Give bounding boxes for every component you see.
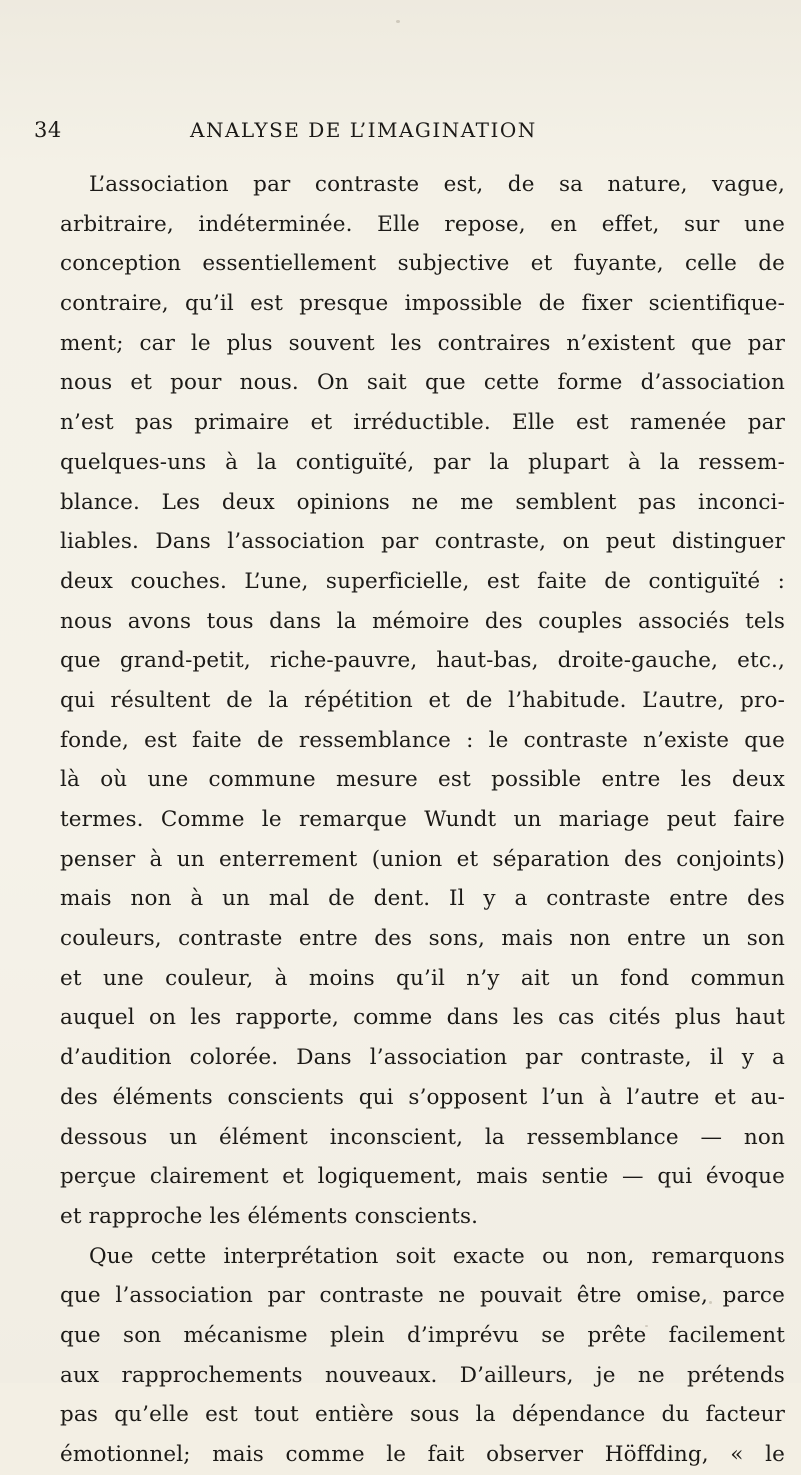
- text-line: fonde, est faite de ressemblance : le contraste n’existe que: [60, 727, 785, 753]
- text-line: L’association par contraste est, de sa nature, vague,: [89, 172, 785, 197]
- text-line: que grand-petit, riche-pauvre, haut-bas, droite-gauche, etc.,: [60, 648, 785, 674]
- page-number: 34: [34, 118, 62, 142]
- text-line: liables. Dans l’association par contraste, on peut distinguer: [60, 529, 785, 555]
- text-line: contraire, qu’il est presque impossible de fixer scientifique-: [60, 291, 785, 317]
- text-line: et une couleur, à moins qu’il n’y ait un fond commun: [60, 965, 785, 991]
- text-line: que son mécanisme plein d’imprévu se prête facilement: [60, 1322, 785, 1348]
- text-line: là où une commune mesure est possible entre les deux: [60, 767, 785, 793]
- text-line: perçue clairement et logiquement, mais sentie — qui évoque: [60, 1164, 785, 1190]
- text-line: d’audition colorée. Dans l’association par contraste, il y a: [60, 1045, 785, 1071]
- text-line: quelques-uns à la contiguïté, par la plupart à la ressem-: [60, 449, 785, 475]
- running-title: ANALYSE DE L’IMAGINATION: [190, 118, 537, 142]
- text-line: que l’association par contraste ne pouvait être omise, parce: [60, 1283, 785, 1309]
- text-line: ment; car le plus souvent les contraires n’existent que par: [60, 330, 785, 356]
- paper-speck: [396, 20, 400, 23]
- text-line: nous avons tous dans la mémoire des couples associés tels: [60, 608, 785, 634]
- text-line: qui résultent de la répétition et de l’habitude. L’autre, pro-: [60, 687, 785, 713]
- text-line: auquel on les rapporte, comme dans les cas cités plus haut: [60, 1005, 785, 1031]
- text-line: arbitraire, indéterminée. Elle repose, en effet, sur une: [60, 211, 785, 237]
- body-text: [60, 165, 785, 1475]
- text-line: couleurs, contraste entre des sons, mais non entre un son: [60, 926, 785, 952]
- text-line: blance. Les deux opinions ne me semblent pas inconci-: [60, 489, 785, 515]
- text-line: aux rapprochements nouveaux. D’ailleurs, je ne prétends: [60, 1362, 785, 1388]
- text-line: mais non à un mal de dent. Il y a contraste entre des: [60, 886, 785, 912]
- text-line: des éléments conscients qui s’opposent l’un à l’autre et au-: [60, 1084, 785, 1110]
- text-line: et rapproche les éléments conscients.: [60, 1203, 479, 1229]
- running-head: [0, 118, 801, 152]
- text-line: n’est pas primaire et irréductible. Elle est ramenée par: [60, 410, 785, 436]
- text-line: dessous un élément inconscient, la ressemblance — non: [60, 1124, 785, 1150]
- text-line: conception essentiellement subjective et fuyante, celle de: [60, 251, 785, 277]
- text-line: Que cette interprétation soit exacte ou non, remarquons: [89, 1243, 785, 1269]
- text-line: deux couches. L’une, superficielle, est faite de contiguïté :: [60, 568, 785, 594]
- text-line: nous et pour nous. On sait que cette forme d’association: [60, 370, 785, 396]
- text-line: penser à un enterrement (union et séparation des conjoints): [60, 846, 785, 872]
- text-line: pas qu’elle est tout entière sous la dépendance du facteur: [60, 1402, 785, 1428]
- text-line: termes. Comme le remarque Wundt un mariage peut faire: [60, 807, 785, 832]
- text-line: émotionnel; mais comme le fait observer Höffding, « le: [60, 1442, 785, 1467]
